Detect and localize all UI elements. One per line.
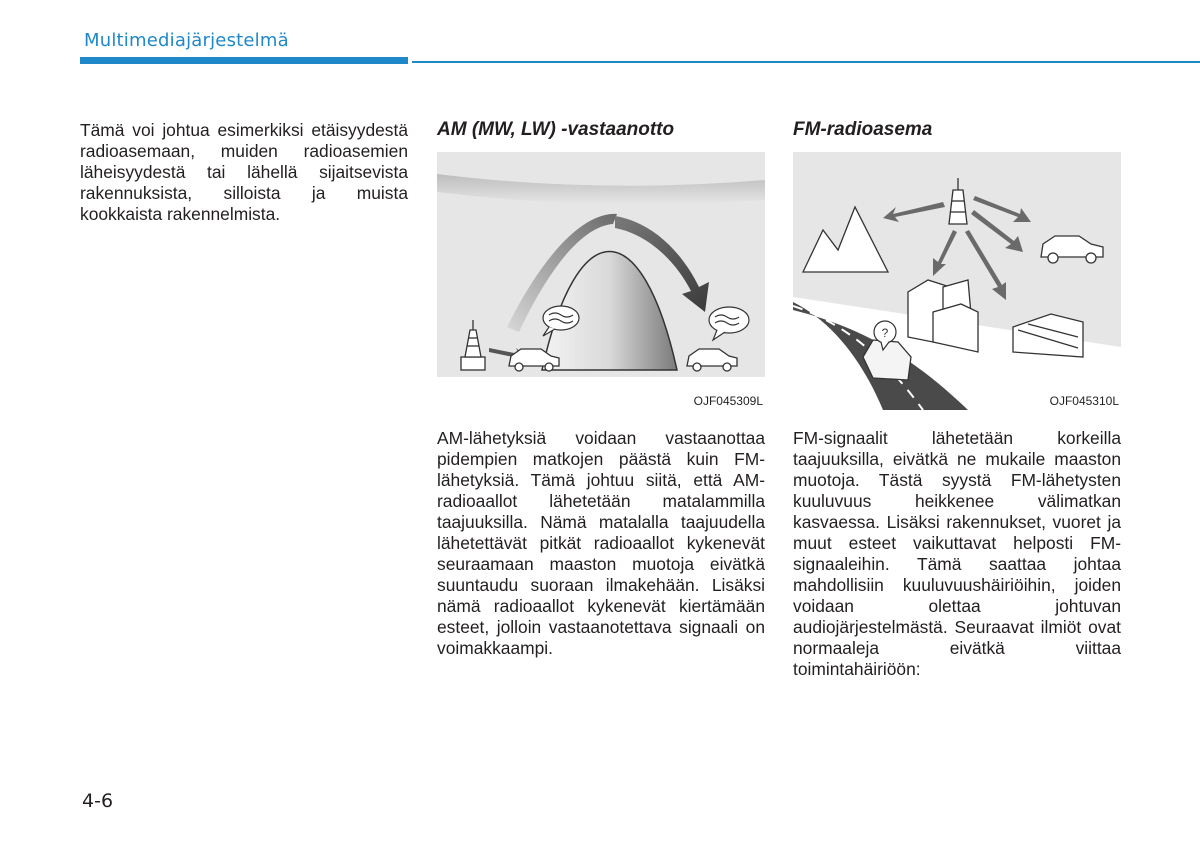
am-diagram-svg bbox=[437, 152, 765, 410]
fm-station-illustration bbox=[793, 152, 1121, 410]
intro-column bbox=[80, 120, 408, 225]
intro-paragraph: Tämä voi johtua esimerkiksi etäisyydestä radioasemaan, muiden radioasemien läheisyydestä tai lähellä sijaitsevista rakennuksista, silloista ja muista kookkaista rakennelmista. bbox=[80, 120, 408, 224]
header-accent-bar bbox=[80, 57, 408, 64]
am-paragraph: AM-lähetyksiä voidaan vastaanottaa pidempien matkojen päästä kuin FM-lähetyksiä. Tämä johtuu siitä, että AM-radioaallot lähetetään matalammilla taajuuksilla. Nämä matalalla taajuudella lähetettävät pitkät radioaallot kykenevät seuraamaan maaston muotoja eivätkä suuntaudu suoraan ilmakehään. Lisäksi nämä radioaallot kykenevät kiertämään esteet, jolloin vastaanotettava signaali on voimakkaampi. bbox=[437, 428, 765, 658]
fm-paragraph: FM-signaalit lähetetään korkeilla taajuuksilla, eivätkä ne mukaile maaston muotoja. Tästä syystä FM-lähetysten kuuluvuus heikkenee välimatkan kasvaessa. Lisäksi rakennukset, vuoret ja muut esteet vaikuttavat helposti FM-signaaleihin. Tämä saattaa johtaa mahdollisiin kuuluvuushäiriöihin, joiden voidaan olettaa johtuvan audiojärjestelmästä. Seuraavat ilmiöt ovat normaaleja eivätkä viittaa toimintahäiriöön: bbox=[793, 428, 1121, 679]
fm-diagram-svg bbox=[793, 152, 1121, 410]
section-header-title: Multimediajärjestelmä bbox=[84, 30, 289, 51]
fm-figure-code: OJF045310L bbox=[1049, 394, 1119, 408]
am-figure-code: OJF045309L bbox=[693, 394, 763, 408]
fm-text-column bbox=[793, 428, 1121, 680]
am-reception-heading: AM (MW, LW) -vastaanotto bbox=[437, 119, 675, 140]
page-number: 4-6 bbox=[82, 790, 114, 812]
fm-station-heading: FM-radioasema bbox=[793, 119, 933, 140]
am-reception-illustration bbox=[437, 152, 765, 410]
question-mark: ? bbox=[881, 326, 889, 340]
am-text-column bbox=[437, 428, 765, 659]
header-rule bbox=[412, 61, 1200, 63]
